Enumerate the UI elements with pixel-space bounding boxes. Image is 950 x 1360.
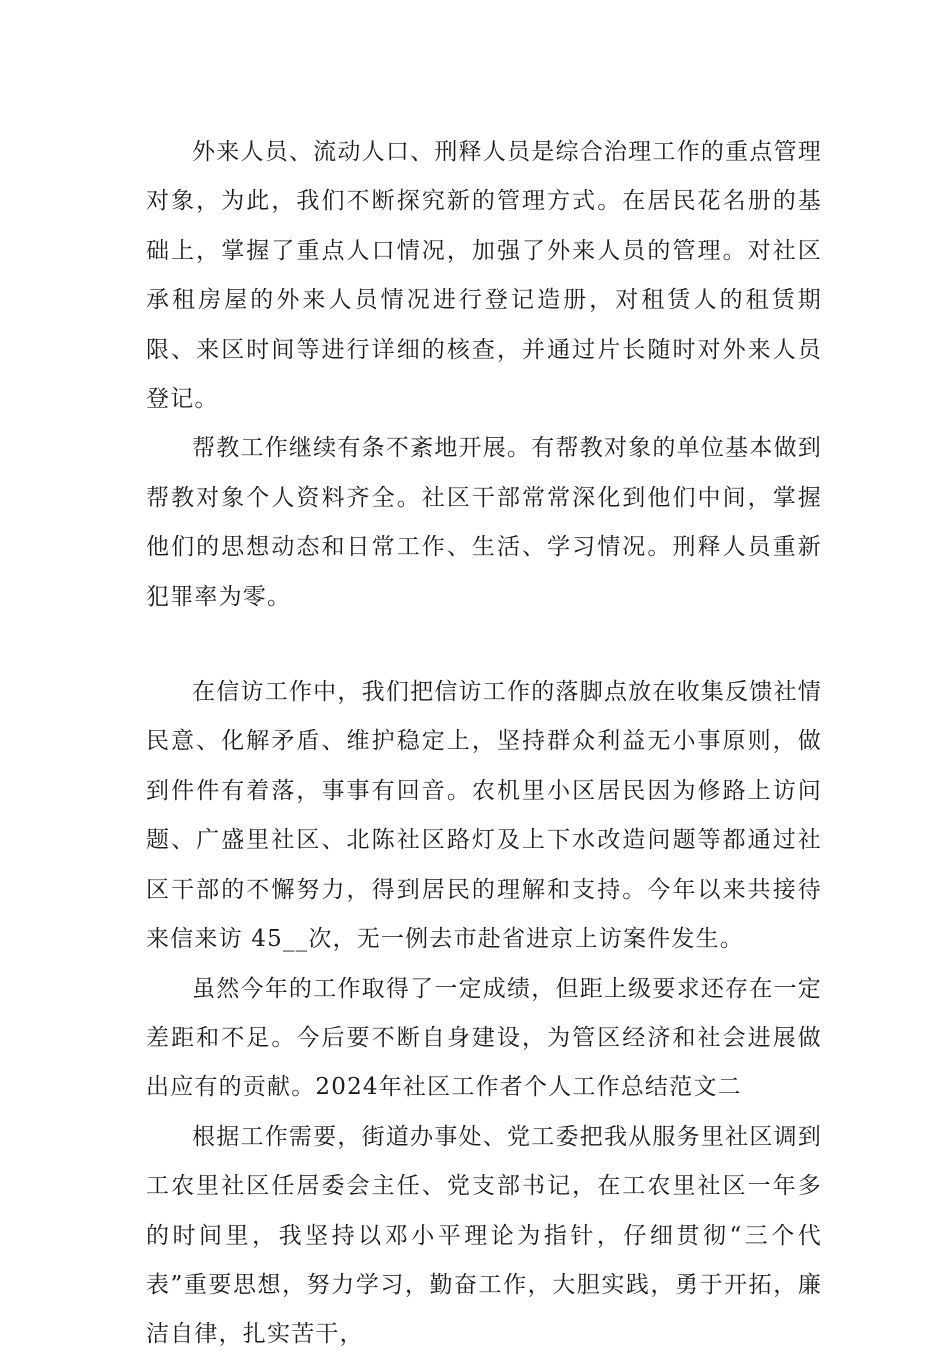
paragraph-gap <box>146 622 822 668</box>
paragraph-assistance-work: 帮教工作继续有条不紊地开展。有帮教对象的单位基本做到帮教对象个人资料齐全。社区干部常常深化到他们中间，掌握他们的思想动态和日常工作、生活、学习情况。刑释人员重新犯罪率为零。 <box>146 435 822 610</box>
paragraph-floating-population: 外来人员、流动人口、刑释人员是综合治理工作的重点管理对象，为此，我们不断探究新的管理方式。在居民花名册的基础上，掌握了重点人口情况，加强了外来人员的管理。对社区承租房屋的外来人员情况进行登记造册，对租赁人的租赁期限、来区时间等进行详细的核查，并通过片长随时对外来人员登记。 <box>146 139 822 413</box>
paragraph-shortcomings: 虽然今年的工作取得了一定成绩，但距上级要求还存在一定差距和不足。今后要不断自身建设，为管区经济和社会进展做出应有的贡献。2024年社区工作者个人工作总结范文二 <box>146 975 822 1101</box>
paragraph-petition-work: 在信访工作中，我们把信访工作的落脚点放在收集反馈社情民意、化解矛盾、维护稳定上，坚持群众利益无小事原则，做到件件有着落，事事有回音。农机里小区居民因为修路上访问题、广盛里社区、北陈社区路灯及上下水改造问题等都通过社区干部的不懈努力，得到居民的理解和支持。今年以来共接待来信来访 45__次，无一例去市赴省进京上访案件发生。 <box>146 679 822 953</box>
document-body <box>146 128 822 1360</box>
paragraph-work-assignment: 根据工作需要，街道办事处、党工委把我从服务里社区调到工农里社区任居委会主任、党支部书记，在工农里社区一年多的时间里，我坚持以邓小平理论为指针，仔细贯彻“三个代表”重要思想，努力学习，勤奋工作，大胆实践，勇于开拓，廉洁自律，扎实苦干， <box>146 1123 822 1348</box>
